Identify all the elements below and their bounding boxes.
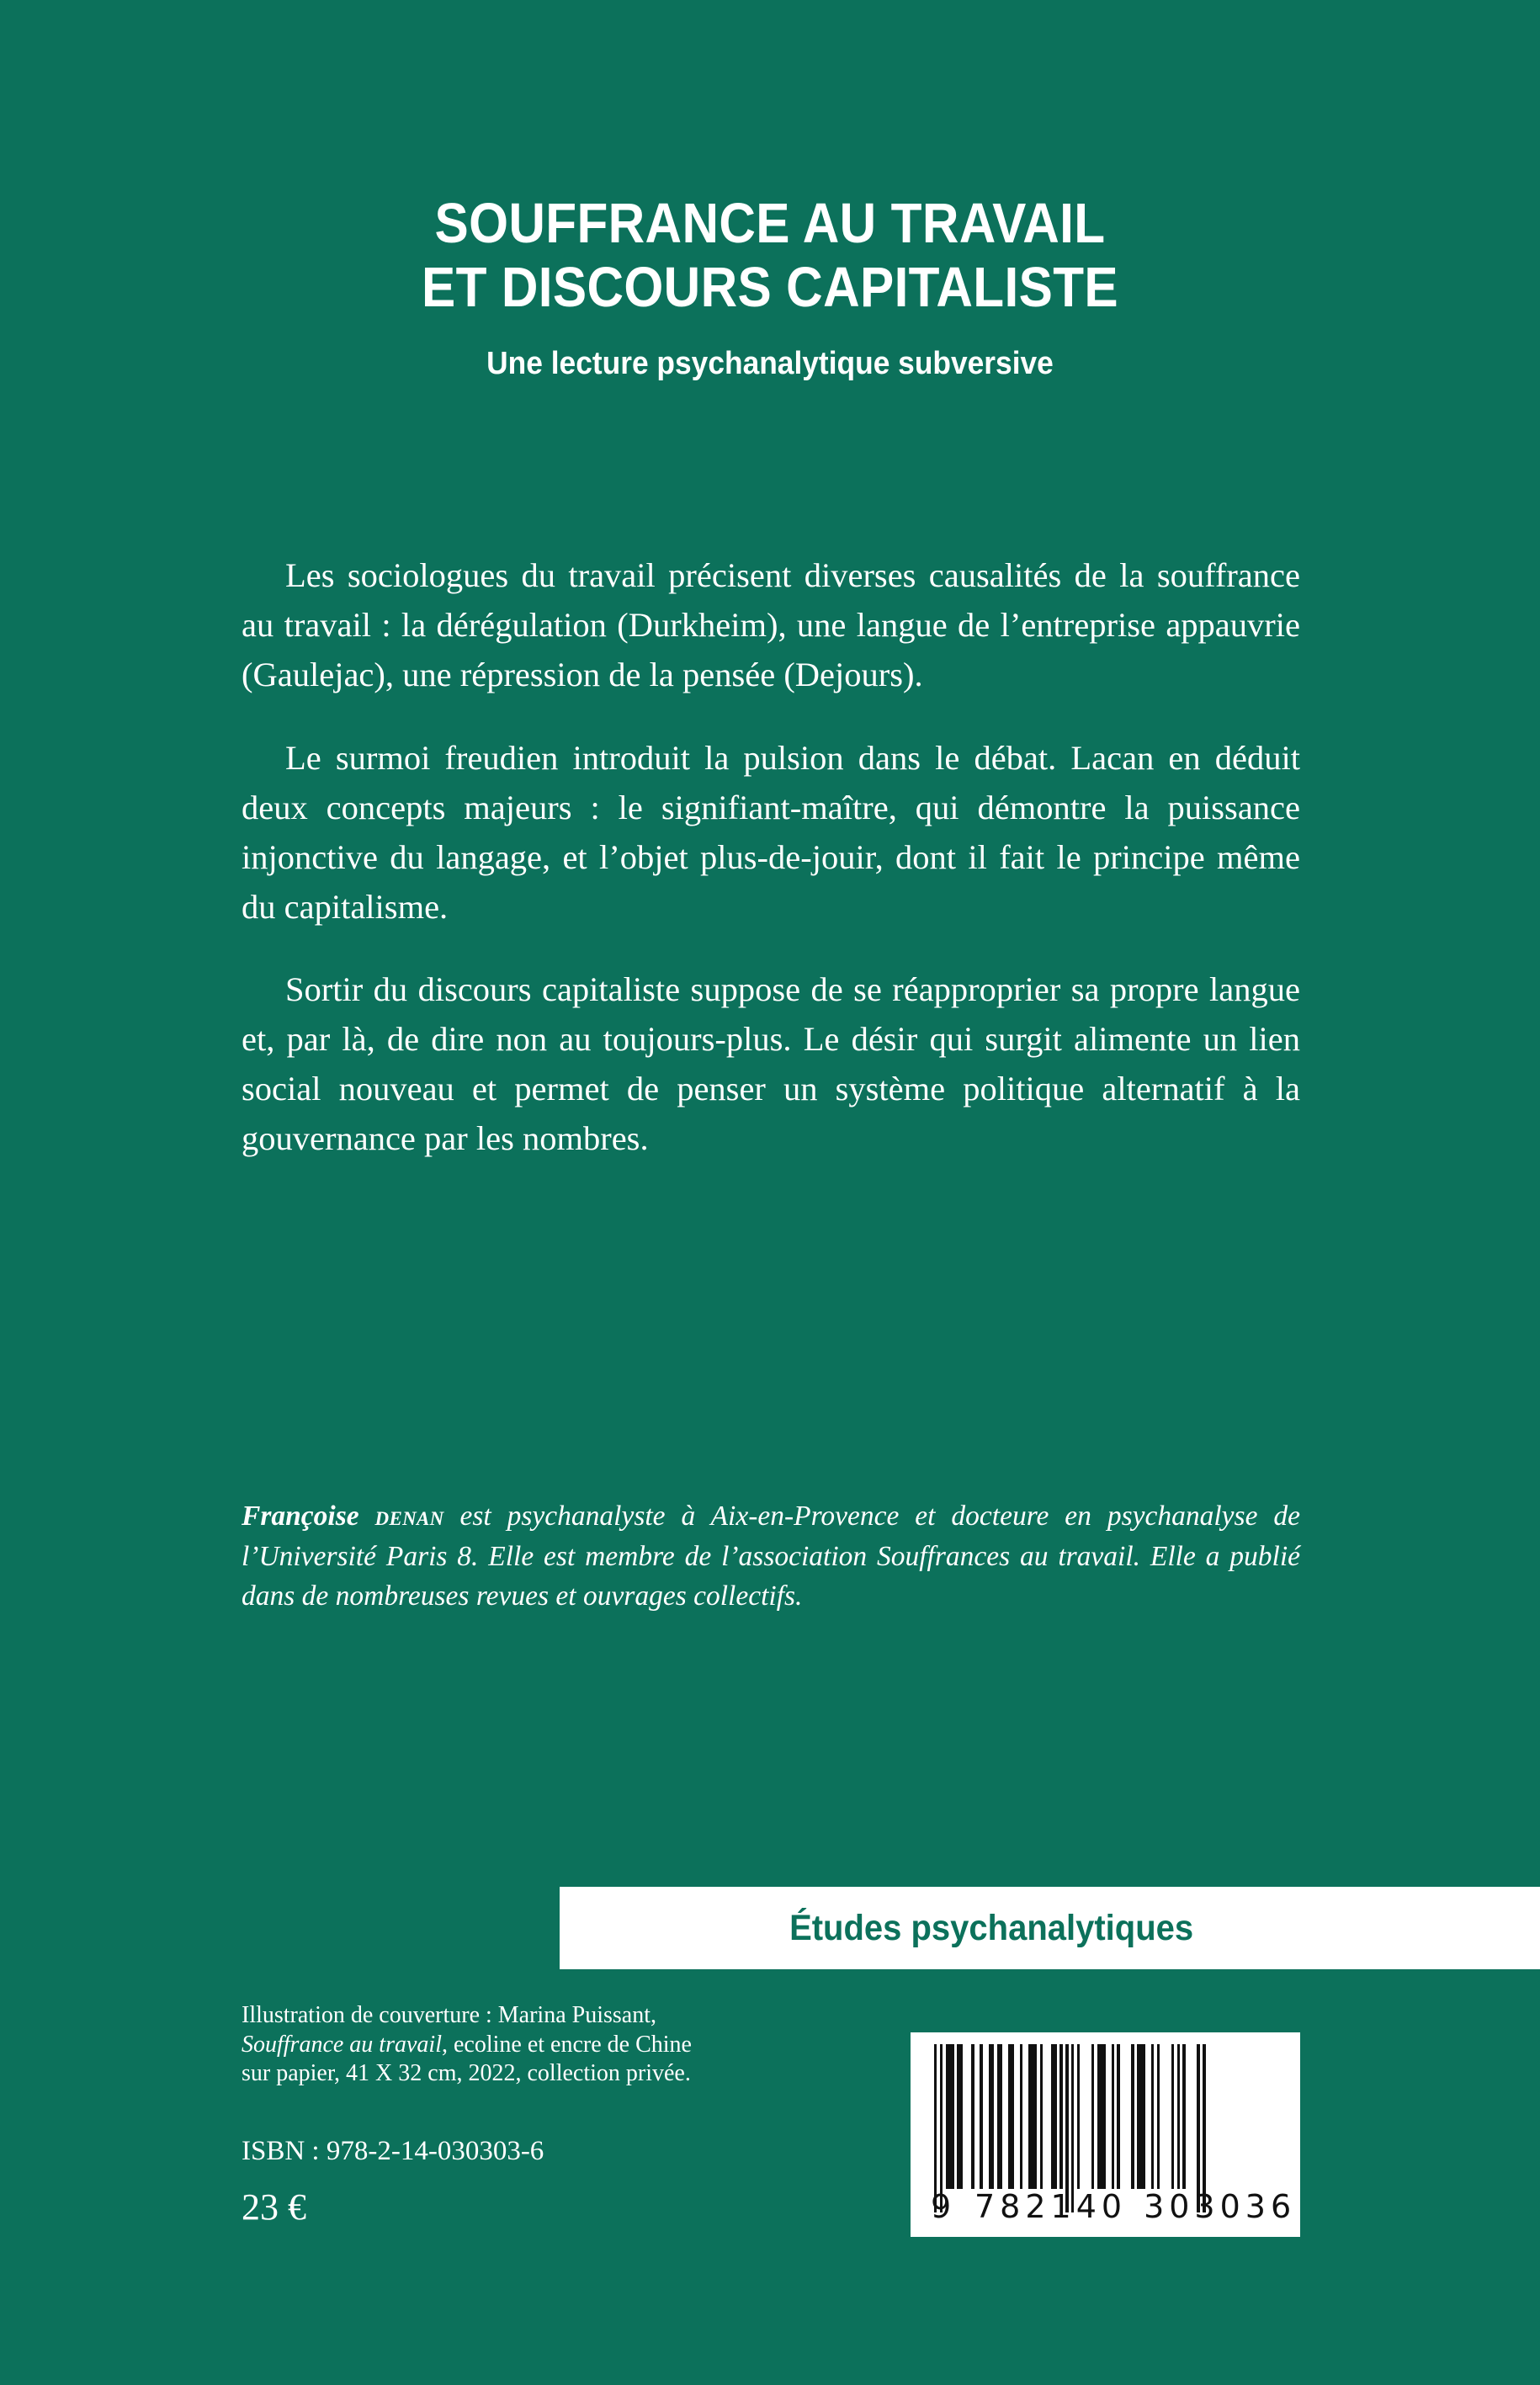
collection-label: Études psychanalytiques (789, 1907, 1194, 1948)
price-text: 23 € (242, 2186, 306, 2228)
barcode-bar (1022, 2044, 1028, 2189)
barcode-bar (1008, 2044, 1014, 2189)
blurb-text (242, 551, 1300, 1164)
book-title-line-2: ET DISCOURS CAPITALISTE (422, 256, 1118, 320)
barcode-bar (1145, 2044, 1151, 2189)
credits-line-3: sur papier, 41 X 32 cm, 2022, collection privée. (242, 2060, 691, 2087)
barcode (911, 2032, 1300, 2237)
blurb-paragraph-3: Sortir du discours capitaliste suppose de se réapproprier sa propre langue et, par là, de dire non au toujours-plus. Le désir qui surgit alimente un lien social nouveau et permet de penser un système politique alternatif à la gouvernance par les nombres. (242, 970, 1300, 1158)
barcode-bar (963, 2044, 971, 2189)
barcode-bar (1120, 2044, 1132, 2189)
barcode-digits-left: 782140 (974, 2188, 1128, 2225)
author-bio-text: est psychanalyste à Aix-en-Provence et docteure en psychanalyse de l’Université Paris 8. Elle est membre de l’association Souffrances au travail. Elle a publié dans de nombreuses revues et ouvrages collectifs. (242, 1501, 1300, 1612)
barcode-bar (1051, 2044, 1057, 2189)
author-last-name: denan (374, 1501, 444, 1532)
barcode-bar (1106, 2044, 1112, 2189)
barcode-bar (1160, 2044, 1171, 2189)
barcode-bar (1203, 2044, 1205, 2212)
barcode-bar (989, 2044, 995, 2189)
barcode-bar (974, 2044, 980, 2189)
credits-line-2 (242, 2031, 854, 2060)
book-subtitle: Une lecture psychanalytique subversive (486, 345, 1054, 381)
title-block (0, 192, 1540, 383)
barcode-bar (957, 2044, 963, 2189)
collection-banner (560, 1887, 1540, 1969)
author-first-name: Françoise (242, 1501, 359, 1532)
credits-line-2-rest: , ecoline et encre de Chine (441, 2031, 692, 2058)
barcode-bar (997, 2044, 1003, 2189)
barcode-digits-right: 303036 (1144, 2188, 1297, 2225)
barcode-bar (1002, 2044, 1008, 2189)
isbn-text: ISBN : 978-2-14-030303-6 (242, 2136, 544, 2166)
barcode-bar (1080, 2044, 1091, 2189)
barcode-bar (1014, 2044, 1020, 2189)
barcode-bar (983, 2044, 989, 2189)
blurb-paragraph-1: Les sociologues du travail précisent diverses causalités de la souffrance au travail : la dérégulation (Durkheim), une langue de l’entreprise appauvrie (Gaulejac), une répression de la pensée (Dejours). (242, 556, 1300, 693)
barcode-bar (1186, 2044, 1197, 2189)
barcode-digits (911, 2188, 1300, 2225)
illustration-credits (242, 2001, 854, 2089)
barcode-digit-lead: 9 (931, 2188, 953, 2225)
book-title-line-1: SOUFFRANCE AU TRAVAIL (434, 192, 1106, 255)
barcode-bars (934, 2044, 1206, 2189)
barcode-bar (1097, 2044, 1106, 2189)
author-bio (242, 1496, 1300, 1617)
barcode-bar (1028, 2044, 1037, 2189)
blurb-paragraph-2: Le surmoi freudien introduit la pulsion dans le débat. Lacan en déduit deux concepts majeurs : le signifiant-maître, qui démontre la puissance injonctive du langage, et l’objet plus-de-jouir, dont il fait le principe même du capitalisme. (242, 738, 1300, 926)
barcode-bar (1043, 2044, 1051, 2189)
artwork-title: Souffrance au travail (242, 2031, 442, 2058)
author-bio-paragraph (242, 1496, 1300, 1617)
credits-line-1: Illustration de couverture : Marina Puissant, (242, 2002, 656, 2028)
barcode-bar (1137, 2044, 1145, 2189)
barcode-bar (946, 2044, 954, 2189)
